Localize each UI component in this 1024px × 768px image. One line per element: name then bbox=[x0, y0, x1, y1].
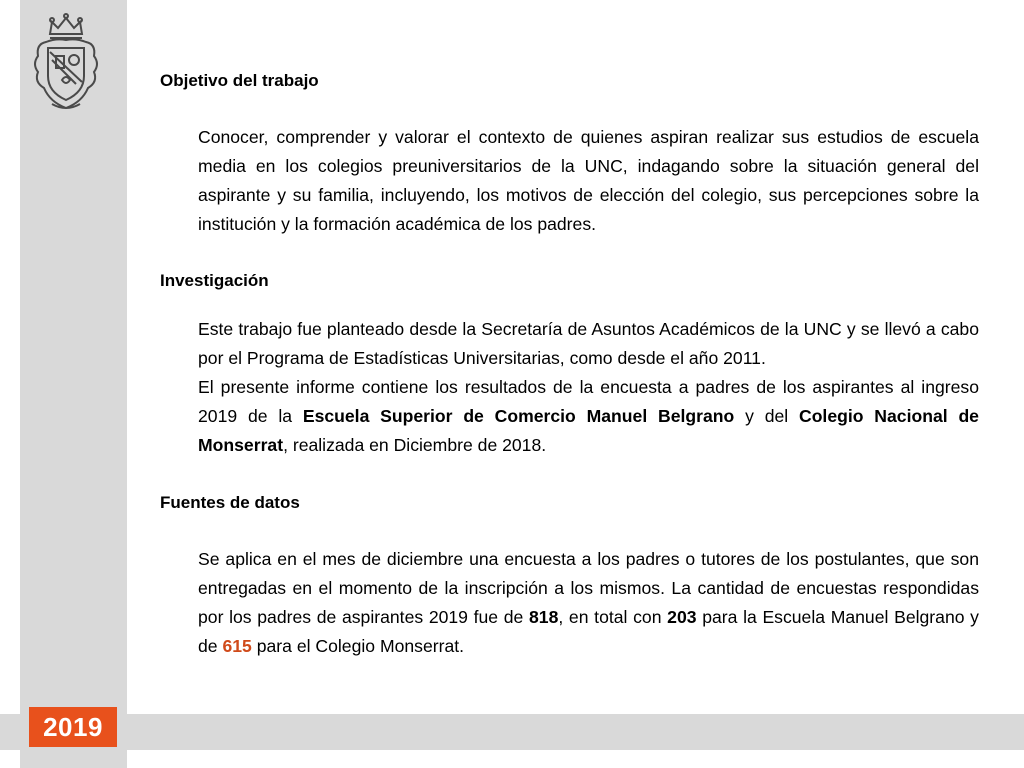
fuentes-text-3: para la Escuela Manuel Belgrano y de bbox=[198, 607, 979, 656]
paragraph-investigacion bbox=[198, 315, 979, 460]
year-badge: 2019 bbox=[29, 707, 117, 747]
fuentes-text-4: para el Colegio Monserrat. bbox=[251, 636, 465, 656]
school-name-belgrano: Escuela Superior de Comercio Manuel Belgrano bbox=[302, 406, 735, 426]
fuentes-text-1: Se aplica en el mes de diciembre una encuesta a los padres o tutores de los postulantes, que son entregadas en el momento de la inscripción a los mismos. La cantidad de encuestas respondidas por los padres de aspirantes 2019 fue de bbox=[198, 549, 979, 627]
paragraph-fuentes bbox=[198, 545, 979, 661]
school-name-monserrat: Colegio Nacional de Monserrat bbox=[198, 406, 979, 455]
section-heading-objetivo: Objetivo del trabajo bbox=[160, 71, 319, 90]
section-heading-fuentes: Fuentes de datos bbox=[160, 493, 300, 512]
footer-band bbox=[0, 714, 1024, 750]
section-heading-investigacion: Investigación bbox=[160, 271, 269, 290]
investigacion-text-1: Este trabajo fue planteado desde la Secretaría de Asuntos Académicos de la UNC y se llevó a cabo por el Programa de Estadísticas Universitarias, como desde el año 2011. bbox=[198, 319, 979, 368]
fuentes-text-2: , en total con bbox=[558, 607, 668, 627]
monserrat-count: 615 bbox=[222, 636, 252, 656]
university-crest-logo bbox=[30, 8, 102, 116]
paragraph-objetivo: Conocer, comprender y valorar el contexto de quienes aspiran realizar sus estudios de escuela media en los colegios preuniversitarios de la UNC, indagando sobre la situación general del aspirante y su familia, incluyendo, los motivos de elección del colegio, sus percepciones sobre la institución y la formación académica de los padres. bbox=[198, 127, 979, 234]
investigacion-text-2: El presente informe contiene los resultados de la encuesta a padres de los aspirantes al ingreso 2019 de la bbox=[198, 377, 979, 426]
belgrano-count: 203 bbox=[667, 607, 697, 627]
total-count: 818 bbox=[529, 607, 559, 627]
investigacion-text-4: , realizada en Diciembre de 2018. bbox=[283, 435, 547, 455]
investigacion-text-3: y del bbox=[734, 406, 799, 426]
